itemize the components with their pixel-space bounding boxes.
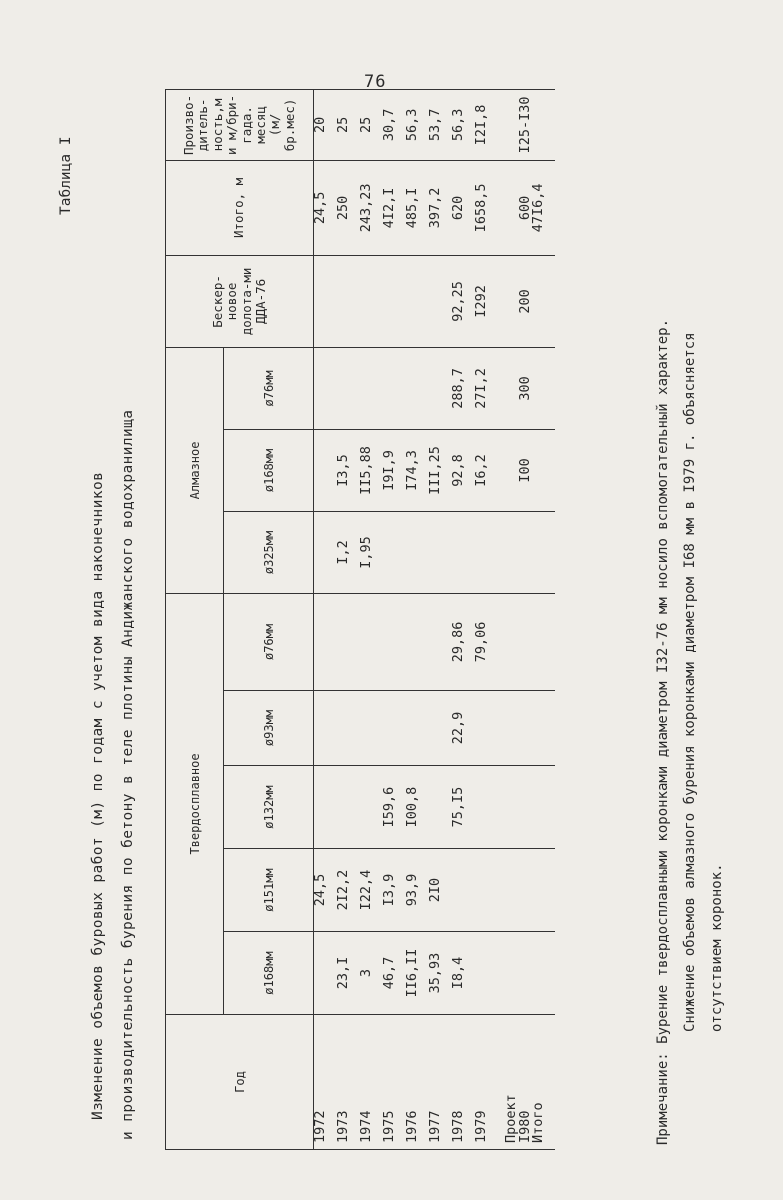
table-cell: 2I0 — [429, 849, 452, 932]
table-cell — [314, 766, 338, 849]
table-cell: 485,I — [406, 160, 429, 255]
table-cell — [314, 691, 338, 766]
table-row — [314, 89, 338, 1149]
table-cell: 92,25 — [452, 255, 475, 347]
table-cell — [406, 347, 429, 429]
table-cell — [532, 932, 555, 1015]
table-cell: 27I,2 — [475, 347, 498, 429]
table-cell: II6,II — [406, 932, 429, 1015]
header-sub-t76: ø76мм — [224, 593, 314, 690]
table-cell — [532, 255, 555, 347]
table-cell: 53,7 — [429, 89, 452, 160]
table-cell — [532, 511, 555, 593]
table-cell: 25 — [360, 89, 383, 160]
table-cell — [498, 932, 532, 1015]
page-number: 76 — [364, 72, 387, 92]
table-cell — [532, 766, 555, 849]
table-cell — [360, 593, 383, 690]
table-row — [360, 89, 383, 1149]
header-tverdosplavnoe: Твердосплавное — [166, 593, 224, 1014]
table-cell: I658,5 — [475, 160, 498, 255]
table-cell: I292 — [475, 255, 498, 347]
table-cell — [532, 849, 555, 932]
table-row — [498, 89, 532, 1149]
table-cell — [337, 347, 360, 429]
table-cell: 92,8 — [452, 429, 475, 511]
table-cell: 56,3 — [452, 89, 475, 160]
row-year: 1973 — [337, 1015, 360, 1150]
table-cell — [383, 691, 406, 766]
drilling-volume-table — [165, 89, 555, 1150]
table-cell: 93,9 — [406, 849, 429, 932]
note-line-1: Примечание: Бурение твердосплавными коронками диаметром I32-76 мм носило вспомогательный характер. — [655, 318, 671, 1145]
table-cell — [429, 347, 452, 429]
table-row — [532, 89, 555, 1149]
table-cell — [429, 766, 452, 849]
table-cell — [475, 511, 498, 593]
table-cell: I22,4 — [360, 849, 383, 932]
row-year: 1979 — [475, 1015, 498, 1150]
table-cell — [314, 932, 338, 1015]
table-cell: 300 — [498, 347, 532, 429]
table-cell: I8,4 — [452, 932, 475, 1015]
table-cell — [360, 691, 383, 766]
table-cell: 200 — [498, 255, 532, 347]
table-cell — [360, 255, 383, 347]
table-cell — [498, 593, 532, 690]
table-cell — [532, 347, 555, 429]
table-cell — [532, 89, 555, 160]
table-cell — [452, 849, 475, 932]
note-line-2: Снижение объемов алмазного бурения коронками диаметром I68 мм в I979 г. объясняется — [682, 332, 698, 1032]
table-cell: 29,86 — [452, 593, 475, 690]
table-cell — [337, 766, 360, 849]
table-cell — [475, 766, 498, 849]
table-cell: 4I2,I — [383, 160, 406, 255]
table-cell — [314, 255, 338, 347]
note-line-3: отсутствием коронок. — [709, 863, 725, 1032]
table-cell: III,25 — [429, 429, 452, 511]
table-cell — [498, 691, 532, 766]
table-cell: 2I2,2 — [337, 849, 360, 932]
table-cell: 397,2 — [429, 160, 452, 255]
row-year: 1976 — [406, 1015, 429, 1150]
table-cell: I74,3 — [406, 429, 429, 511]
title-line-2: и производительность бурения по бетону в теле плотины Андижанского водохранилища — [120, 409, 136, 1140]
table-cell: I6,2 — [475, 429, 498, 511]
table-cell — [314, 511, 338, 593]
table-cell — [532, 691, 555, 766]
table-cell: 22,9 — [452, 691, 475, 766]
table-cell — [383, 347, 406, 429]
table-cell: I59,6 — [383, 766, 406, 849]
table-cell: I9I,9 — [383, 429, 406, 511]
table-cell: 35,93 — [429, 932, 452, 1015]
table-cell: 30,7 — [383, 89, 406, 160]
table-cell: I,2 — [337, 511, 360, 593]
table-cell: 25 — [337, 89, 360, 160]
row-year: Проект I980 — [498, 1015, 532, 1150]
table-cell: 46,7 — [383, 932, 406, 1015]
table-cell — [314, 429, 338, 511]
table-cell: 288,7 — [452, 347, 475, 429]
table-row — [337, 89, 360, 1149]
header-sub-t132: ø132мм — [224, 766, 314, 849]
table-cell — [383, 511, 406, 593]
table-cell — [383, 593, 406, 690]
table-cell — [452, 511, 475, 593]
table-row — [475, 89, 498, 1149]
table-cell: 250 — [337, 160, 360, 255]
table-cell: 20 — [314, 89, 338, 160]
header-sub-t151: ø151мм — [224, 849, 314, 932]
table-cell — [337, 255, 360, 347]
table-cell — [498, 766, 532, 849]
table-cell — [314, 347, 338, 429]
header-sub-a325: ø325мм — [224, 511, 314, 593]
table-cell: I2I,8 — [475, 89, 498, 160]
table-cell — [475, 691, 498, 766]
table-cell: 79,06 — [475, 593, 498, 690]
table-cell: 600 — [498, 160, 532, 255]
header-proizvoditelnost: Произво-дитель-ность,м и м/бри-гада. месяц (м/бр.мес) — [166, 89, 314, 160]
table-cell — [406, 593, 429, 690]
table-cell: 56,3 — [406, 89, 429, 160]
table-cell — [498, 849, 532, 932]
header-sub-a76: ø76мм — [224, 347, 314, 429]
table-cell: 23,I — [337, 932, 360, 1015]
table-cell: 24,5 — [314, 160, 338, 255]
table-row — [383, 89, 406, 1149]
table-cell — [406, 255, 429, 347]
header-sub-t93: ø93мм — [224, 691, 314, 766]
table-cell — [406, 511, 429, 593]
header-year: Год — [166, 1015, 314, 1150]
row-year: 1972 — [314, 1015, 338, 1150]
title-line-1: Изменение объемов буровых работ (м) по годам с учетом вида наконечников — [90, 471, 106, 1120]
table-cell — [314, 593, 338, 690]
table-cell — [429, 255, 452, 347]
header-sub-a168: ø168мм — [224, 429, 314, 511]
table-cell: 24,5 — [314, 849, 338, 932]
row-year: Итого — [532, 1015, 555, 1150]
table-cell — [383, 255, 406, 347]
table-cell — [429, 691, 452, 766]
table-cell — [337, 691, 360, 766]
row-year: 1977 — [429, 1015, 452, 1150]
table-cell: I00,8 — [406, 766, 429, 849]
table-row — [406, 89, 429, 1149]
table-row — [452, 89, 475, 1149]
header-beskernovoe: Бескер-новое долота-ми ДДА-76 — [166, 255, 314, 347]
table-cell — [532, 593, 555, 690]
table-cell — [360, 766, 383, 849]
rotated-page-content — [50, 50, 750, 1150]
table-cell — [498, 511, 532, 593]
table-cell — [475, 932, 498, 1015]
table-cell — [337, 593, 360, 690]
table-cell: I00 — [498, 429, 532, 511]
table-cell: 47I6,4 — [532, 160, 555, 255]
table-cell: I3,9 — [383, 849, 406, 932]
row-year: 1975 — [383, 1015, 406, 1150]
table-cell — [532, 429, 555, 511]
table-cell: 3 — [360, 932, 383, 1015]
table-cell: 243,23 — [360, 160, 383, 255]
table-cell — [406, 691, 429, 766]
row-year: 1978 — [452, 1015, 475, 1150]
table-row — [429, 89, 452, 1149]
header-sub-t168: ø168мм — [224, 932, 314, 1015]
table-cell: 75,I5 — [452, 766, 475, 849]
table-cell: 620 — [452, 160, 475, 255]
table-cell — [429, 511, 452, 593]
table-cell — [475, 849, 498, 932]
row-year: 1974 — [360, 1015, 383, 1150]
table-cell — [360, 347, 383, 429]
table-cell — [429, 593, 452, 690]
header-itogo: Итого, м — [166, 160, 314, 255]
table-cell: II5,88 — [360, 429, 383, 511]
table-cell: I3,5 — [337, 429, 360, 511]
table-label: Таблица I — [58, 136, 74, 215]
header-almaznoe: Алмазное — [166, 347, 224, 593]
table-cell: I25-I30 — [498, 89, 532, 160]
table-cell: I,95 — [360, 511, 383, 593]
